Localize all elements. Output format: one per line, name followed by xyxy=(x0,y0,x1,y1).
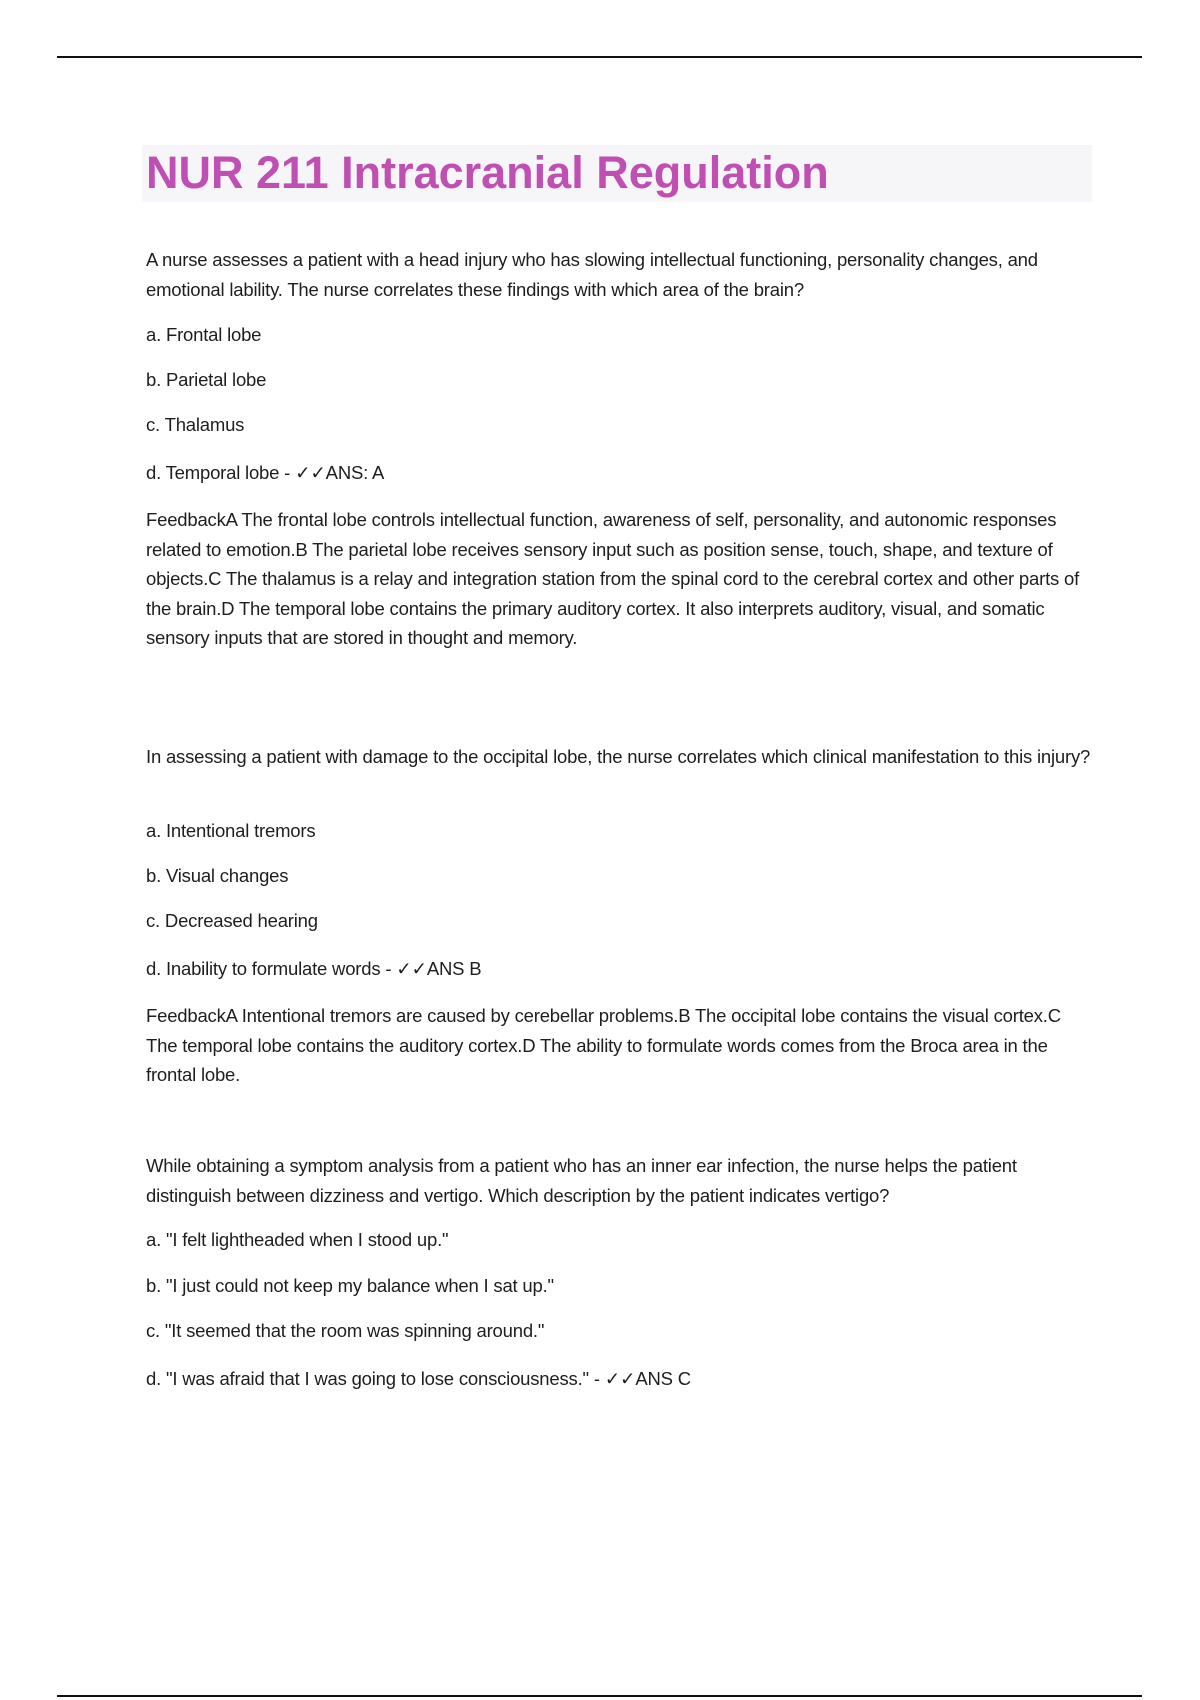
top-rule xyxy=(57,56,1142,58)
question-2-feedback: FeedbackA Intentional tremors are caused by cerebellar problems.B The occipital lobe contains the visual cortex.C The temporal lobe contains the auditory cortex.D The ability to formulate words comes from the Broca area in the frontal lobe. xyxy=(146,1005,1061,1085)
question-1-option-b: b. Parietal lobe xyxy=(146,369,267,390)
question-3-option-c: c. "It seemed that the room was spinning around." xyxy=(146,1320,545,1341)
question-3-option-d: d. "I was afraid that I was going to lose consciousness." - ✓✓ANS C xyxy=(146,1368,691,1389)
question-2-option-c: c. Decreased hearing xyxy=(146,910,318,931)
question-3-stem: While obtaining a symptom analysis from a patient who has an inner ear infection, the nurse helps the patient distinguish between dizziness and vertigo. Which description by the patient indicates vertigo? xyxy=(146,1155,1017,1206)
question-1-option-a: a. Frontal lobe xyxy=(146,324,262,345)
bottom-rule xyxy=(57,1695,1142,1697)
question-1-stem: A nurse assesses a patient with a head injury who has slowing intellectual functioning, personality changes, and emotional lability. The nurse correlates these findings with which area of the brain? xyxy=(146,249,1038,300)
question-3-option-b: b. "I just could not keep my balance when I sat up." xyxy=(146,1275,554,1296)
question-2-option-b: b. Visual changes xyxy=(146,865,289,886)
question-2-option-a: a. Intentional tremors xyxy=(146,820,316,841)
question-1-option-d: d. Temporal lobe - ✓✓ANS: A xyxy=(146,462,385,483)
question-2-stem: In assessing a patient with damage to the occipital lobe, the nurse correlates which clinical manifestation to this injury? xyxy=(146,746,1091,767)
question-3-option-a: a. "I felt lightheaded when I stood up." xyxy=(146,1229,449,1250)
question-1-option-c: c. Thalamus xyxy=(146,414,245,435)
question-1-feedback: FeedbackA The frontal lobe controls intellectual function, awareness of self, personality, and autonomic responses related to emotion.B The parietal lobe receives sensory input such as position sense, touch, shape, and texture of objects.C The thalamus is a relay and integration station from the spinal cord to the cerebral cortex and other parts of the brain.D The temporal lobe contains the primary auditory cortex. It also interprets auditory, visual, and somatic sensory inputs that are stored in thought and memory. xyxy=(146,509,1080,648)
question-2-option-d: d. Inability to formulate words - ✓✓ANS B xyxy=(146,958,482,979)
page-title: NUR 211 Intracranial Regulation xyxy=(146,147,829,198)
